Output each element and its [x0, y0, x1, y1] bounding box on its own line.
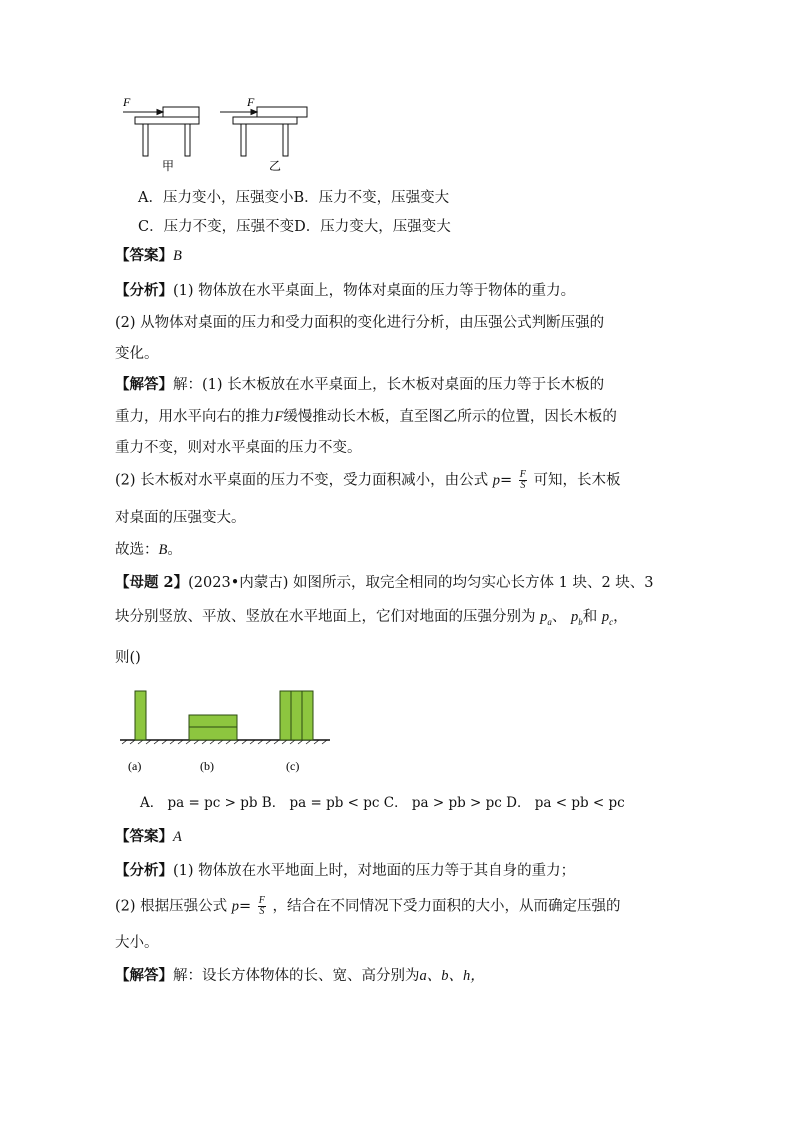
label-yi: 乙 [269, 159, 282, 173]
q1-analysis-2: (2) 从物体对桌面的压力和受力面积的变化进行分析，由压强公式判断压强的 [115, 315, 605, 331]
q2-analysis-1: 【分析】(1) 物体放在水平地面上时，对地面的压力等于其自身的重力； [115, 862, 576, 879]
option-c: C．压力不变，压强不变 [138, 219, 295, 235]
option-a: A．压力变小，压强变小 [138, 190, 294, 206]
q1-answer: 【答案】B [115, 247, 182, 264]
figure-board-table [115, 94, 335, 174]
q2-analysis-3: 大小。 [115, 935, 159, 951]
q2-stem-1: 【母题 2】(2023•内蒙古) 如图所示，取完全相同的均匀实心长方体 1 块、2 块、3 [115, 574, 654, 591]
q1-options-row2 [138, 217, 451, 237]
q1-solution-3: 重力不变，则对水平桌面的压力不变。 [115, 440, 362, 456]
formula-fraction: $\frac{F}{S}$ [519, 469, 526, 491]
formula-fraction-2: $\frac{F}{S}$ [258, 895, 265, 917]
block-c-3 [302, 691, 313, 740]
q2-options: A． pa = pc > pb B． pa = pb < pc C． pa > pb > pc D． pa < pb < pc [140, 795, 625, 811]
option-d: D．压力变大，压强变大 [294, 219, 451, 235]
q1-solution-1: 【解答】解：(1) 长木板放在水平桌面上，长木板对桌面的压力等于长木板的 [115, 376, 605, 393]
q2-stem-2: 块分别竖放、平放、竖放在水平地面上，它们对地面的压强分别为 $p_a$、 $p_b$和 $p_c$， [115, 609, 628, 627]
q1-solution-2: 重力，用水平向右的推力F缓慢推动长木板，直至图乙所示的位置，因长木板的 [115, 409, 617, 425]
board-a [163, 107, 199, 117]
q1-analysis-3: 变化。 [115, 346, 159, 362]
q1-solution-4: (2) 长木板对水平桌面的压力不变，受力面积减小，由公式 p= $\frac{F}{S}$ 可知，长木板 [115, 469, 621, 491]
block-b-top [189, 715, 237, 727]
option-b: B．压力不变，压强变大 [293, 190, 450, 206]
block-b-bottom [189, 727, 237, 740]
q1-options-row1 [138, 188, 449, 208]
q2-solution-1: 【解答】解：设长方体物体的长、宽、高分别为a、b、h， [115, 967, 485, 984]
figure-blocks [118, 686, 348, 776]
label-b: (b) [200, 759, 214, 773]
q2-analysis-2: (2) 根据压强公式 p= $\frac{F}{S}$ ，结合在不同情况下受力面积的大小，从而确定压强的 [115, 895, 621, 917]
q2-stem-3: 则() [115, 650, 141, 666]
table-top-a [135, 117, 199, 124]
block-c-2 [291, 691, 302, 740]
block-c-1 [280, 691, 291, 740]
force-label-b: F [247, 95, 255, 109]
q1-analysis-1: 【分析】(1) 物体放在水平桌面上，物体对桌面的压力等于物体的重力。 [115, 282, 576, 299]
table-top-b [233, 117, 297, 124]
force-label-a: F [123, 95, 131, 109]
q1-solution-5: 对桌面的压强变大。 [115, 510, 246, 526]
q1-choose: 故选：B。 [115, 542, 182, 558]
label-a: (a) [128, 759, 142, 773]
block-a [135, 691, 146, 740]
q2-answer: 【答案】A [115, 828, 182, 845]
label-jia: 甲 [162, 159, 175, 173]
label-c: (c) [286, 759, 300, 773]
board-b [257, 107, 307, 117]
